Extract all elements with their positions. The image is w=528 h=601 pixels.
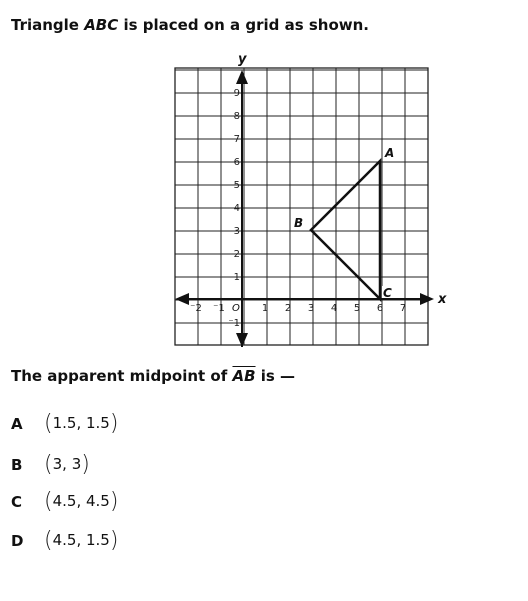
choice-x-value: 4.5	[52, 531, 77, 549]
choice-y-value: 4.5	[86, 492, 110, 510]
y-tick-label: 2	[233, 249, 240, 260]
x-axis-right-arrow	[420, 293, 434, 305]
vertex-label-c: C	[383, 286, 392, 300]
prompt-prefix: The apparent midpoint of	[11, 367, 233, 385]
left-paren: (	[44, 411, 53, 436]
comma: ,	[76, 414, 86, 432]
segment-ab-label: $\overline{AB}$	[232, 367, 256, 385]
y-tick-label: 1	[233, 272, 240, 283]
vertex-label-a: A	[385, 146, 395, 160]
choice-x-value: 3	[52, 455, 63, 473]
choice-value	[44, 452, 90, 477]
choice-letter: A	[11, 415, 23, 433]
y-tick-label: 8	[233, 111, 240, 122]
stem-suffix: is placed on a grid as shown.	[118, 16, 370, 34]
triangle-abc	[311, 161, 380, 299]
choice-y-value: 1.5	[86, 531, 110, 549]
y-tick-label: 6	[233, 157, 240, 168]
x-tick-label: 7	[399, 303, 407, 314]
y-axis-label: y	[238, 52, 247, 67]
choice-value	[44, 528, 118, 553]
coordinate-grid	[165, 48, 450, 348]
triangle-name: ABC	[84, 16, 119, 34]
comma: ,	[76, 531, 86, 549]
right-paren: )	[109, 528, 119, 553]
choice-letter: D	[11, 532, 24, 550]
x-tick-label: ⁻2	[190, 303, 202, 314]
question-stem	[11, 16, 369, 34]
choice-value	[44, 489, 118, 514]
x-tick-label: 3	[307, 303, 315, 314]
x-axis-left-arrow	[175, 293, 189, 305]
y-tick-label: 4	[233, 203, 240, 214]
stem-prefix: Triangle	[11, 16, 85, 34]
y-tick-label: 3	[233, 226, 240, 237]
y-axis-up-arrow	[236, 70, 248, 84]
comma: ,	[62, 455, 72, 473]
choice-letter: B	[11, 456, 23, 474]
right-paren: )	[109, 489, 119, 514]
x-axis-label: x	[438, 292, 447, 307]
left-paren: (	[44, 489, 53, 514]
left-paren: (	[44, 452, 53, 477]
x-tick-label: 6	[376, 303, 384, 314]
comma: ,	[76, 492, 86, 510]
y-tick-label: 9	[233, 88, 240, 99]
right-paren: )	[109, 411, 119, 436]
y-tick-label: 5	[233, 180, 240, 191]
x-tick-label: 5	[353, 303, 361, 314]
x-tick-label: ⁻1	[213, 303, 225, 314]
choice-x-value: 1.5	[52, 414, 77, 432]
origin-label: O	[232, 303, 240, 314]
right-paren: )	[81, 452, 90, 477]
x-tick-label: 1	[261, 303, 269, 314]
question-prompt	[11, 367, 295, 385]
x-tick-label: 2	[284, 303, 292, 314]
choice-y-value: 3	[71, 455, 82, 473]
y-tick-label: 7	[233, 134, 240, 145]
vertex-label-b: B	[294, 216, 304, 230]
x-tick-label: 4	[330, 303, 338, 314]
left-paren: (	[44, 528, 53, 553]
choice-value	[44, 411, 118, 436]
choice-letter: C	[11, 493, 23, 511]
prompt-suffix: is —	[255, 367, 296, 385]
choice-x-value: 4.5	[52, 492, 77, 510]
y-tick-label: ⁻1	[228, 318, 240, 329]
choice-y-value: 1.5	[86, 414, 110, 432]
